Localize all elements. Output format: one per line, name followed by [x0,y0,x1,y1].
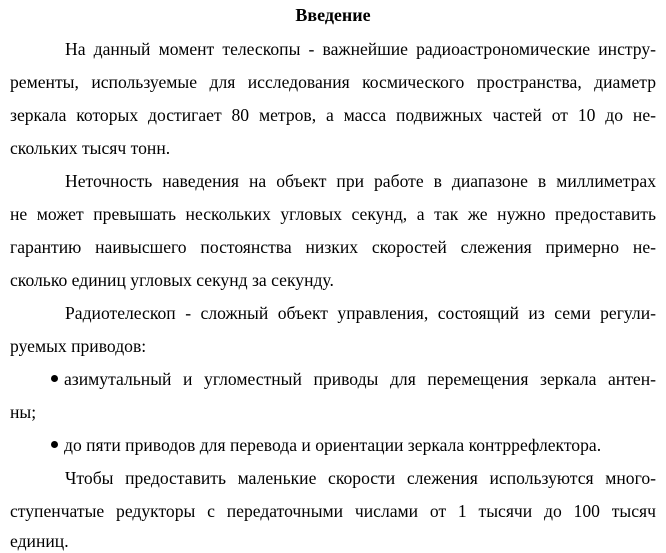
paragraph-1-line-1: На данный момент телескопы - важнейшие радиоастрономические инстру- [65,39,656,59]
bullet-icon [51,441,58,448]
paragraph-4-line-2: ступенчатые редукторы с передаточными числами от 1 тысячи до 100 тысяч [10,501,656,521]
paragraph-1-line-4: скольких тысяч тонн. [10,138,171,158]
paragraph-2-line-3: гарантию наивысшего постоянства низких скоростей слежения примерно не- [10,237,656,257]
paragraph-1-line-2: ременты, используемые для исследования космического пространства, диаметр [10,72,656,92]
section-title: Введение [295,5,371,25]
bullet-item-1-line-1 [51,368,656,390]
paragraph-3-line-2: руемых приводов: [10,336,147,356]
paragraph-2-line-4: сколько единиц угловых секунд за секунду. [10,270,334,290]
bullet-icon [51,375,58,382]
bullet-item-2-line-1 [51,434,601,456]
bullet-item-1-line-2: ны; [10,402,37,422]
paragraph-4-line-3: единиц. [10,531,69,551]
paragraph-1-line-3: зеркала которых достигает 80 метров, а масса подвижных частей от 10 до не- [10,105,656,125]
paragraph-2-line-2: не может превышать нескольких угловых секунд, а так же нужно предоставить [10,204,656,224]
bullet-item-2-text: до пяти приводов для перевода и ориентации зеркала контррефлектора. [64,435,602,455]
bullet-item-1-text: азимутальный и угломестный приводы для перемещения зеркала антен- [64,369,656,389]
paragraph-4-line-1: Чтобы предоставить маленькие скорости слежения используются много- [65,468,656,488]
paragraph-3-line-1: Радиотелескоп - сложный объект управления, состоящий из семи регули- [65,303,656,323]
paragraph-2-line-1: Неточность наведения на объект при работе в диапазоне в миллиметрах [65,171,656,191]
